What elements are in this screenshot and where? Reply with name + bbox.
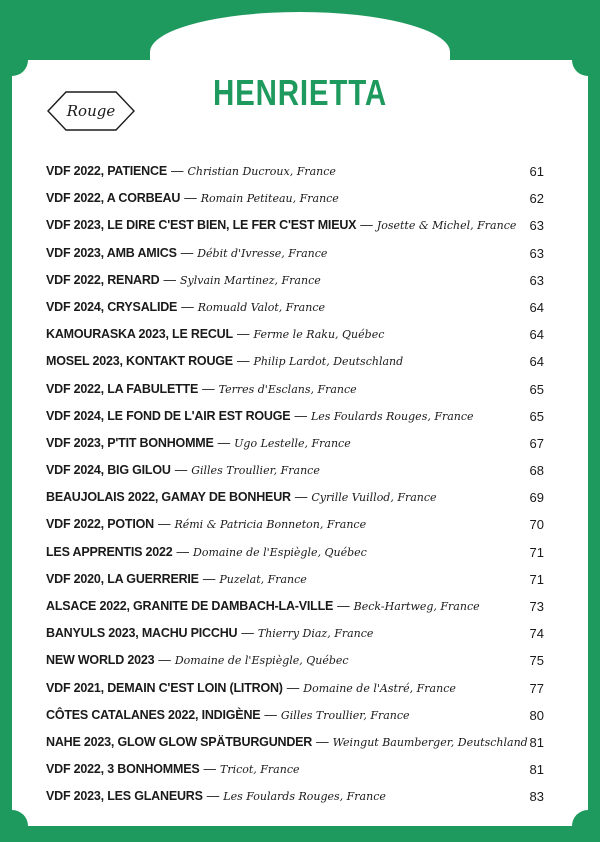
wine-row xyxy=(46,185,544,212)
wine-row xyxy=(46,212,544,239)
separator-dash: — xyxy=(163,272,176,287)
wine-name: VDF 2021, DEMAIN C'EST LOIN (LITRON) xyxy=(46,680,283,695)
wine-name: KAMOURASKA 2023, LE RECUL xyxy=(46,327,233,342)
separator-dash: — xyxy=(181,299,194,314)
separator-dash: — xyxy=(264,707,277,722)
wine-row xyxy=(46,158,544,185)
wine-name: CÔTES CATALANES 2022, INDIGÈNE xyxy=(46,707,261,722)
producer-name: Ferme le Raku, Québec xyxy=(253,328,385,342)
wine-name: VDF 2022, POTION xyxy=(46,517,154,532)
wine-row xyxy=(46,457,544,484)
wine-name: ALSACE 2022, GRANITE DE DAMBACH-LA-VILLE xyxy=(46,599,334,613)
wine-name: BEAUJOLAIS 2022, GAMAY DE BONHEUR xyxy=(46,490,291,505)
wine-price: 71 xyxy=(529,544,544,560)
corner-notch xyxy=(0,810,28,842)
separator-dash: — xyxy=(286,680,300,695)
separator-dash: — xyxy=(206,789,220,804)
wine-row xyxy=(46,511,544,538)
corner-notch xyxy=(572,810,600,842)
wine-name: MOSEL 2023, KONTAKT ROUGE xyxy=(46,354,233,369)
producer-name: Sylvain Martinez, France xyxy=(180,273,321,287)
wine-name: NEW WORLD 2023 xyxy=(46,653,155,668)
wine-price: 63 xyxy=(529,272,544,288)
wine-row xyxy=(46,539,544,566)
producer-name: Domaine de l'Espiègle, Québec xyxy=(193,545,367,559)
section-badge xyxy=(46,90,136,132)
wine-row xyxy=(46,267,544,294)
wine-name: VDF 2022, 3 BONHOMMES xyxy=(46,762,200,777)
separator-dash: — xyxy=(241,626,254,641)
wine-price: 73 xyxy=(529,599,544,614)
wine-row xyxy=(46,702,544,729)
wine-row xyxy=(46,729,544,756)
wine-row xyxy=(46,430,544,457)
wine-row xyxy=(46,403,544,430)
wine-name: VDF 2023, LES GLANEURS xyxy=(46,789,203,804)
producer-name: Gilles Troullier, France xyxy=(191,464,320,478)
wine-price: 71 xyxy=(529,571,544,587)
wine-price: 64 xyxy=(529,299,544,315)
wine-price: 65 xyxy=(529,408,544,424)
wine-row xyxy=(46,620,544,647)
wine-row xyxy=(46,484,544,511)
wine-name: VDF 2024, BIG GILOU xyxy=(46,463,171,478)
producer-name: Beck-Hartweg, France xyxy=(353,600,480,613)
separator-dash: — xyxy=(236,327,250,342)
separator-dash: — xyxy=(203,762,216,777)
separator-dash: — xyxy=(158,653,171,668)
wine-name: VDF 2023, LE DIRE C'EST BIEN, LE FER C'EST MIEUX xyxy=(46,218,357,233)
wine-price: 80 xyxy=(529,707,544,723)
wine-name: VDF 2020, LA GUERRERIE xyxy=(46,571,199,586)
wine-price: 67 xyxy=(529,435,544,451)
producer-name: Terres d'Esclans, France xyxy=(218,382,357,396)
producer-name: Ugo Lestelle, France xyxy=(234,436,351,450)
producer-name: Les Foulards Rouges, France xyxy=(310,409,474,423)
wine-row xyxy=(46,647,544,674)
separator-dash: — xyxy=(294,490,308,505)
wine-row xyxy=(46,376,544,403)
wine-name: VDF 2023, AMB AMICS xyxy=(46,245,177,260)
separator-dash: — xyxy=(236,354,250,369)
separator-dash: — xyxy=(316,734,329,749)
wine-list xyxy=(46,158,544,811)
wine-row xyxy=(46,783,544,810)
producer-name: Cyrille Vuillod, France xyxy=(311,491,437,505)
producer-name: Domaine de l'Astré, France xyxy=(303,681,456,695)
producer-name: Romain Petiteau, France xyxy=(200,192,339,206)
separator-dash: — xyxy=(360,218,373,233)
wine-price: 69 xyxy=(529,490,544,506)
wine-price: 81 xyxy=(529,762,544,778)
wine-price: 81 xyxy=(529,734,544,750)
wine-price: 68 xyxy=(529,463,544,479)
wine-name: BANYULS 2023, MACHU PICCHU xyxy=(46,626,238,641)
wine-row xyxy=(46,566,544,593)
separator-dash: — xyxy=(157,517,171,532)
wine-price: 63 xyxy=(529,245,544,261)
corner-notch xyxy=(0,44,28,76)
restaurant-title: HENRIETTA xyxy=(212,72,388,113)
separator-dash: — xyxy=(174,463,188,478)
producer-name: Domaine de l'Espiègle, Québec xyxy=(174,654,349,668)
wine-name: VDF 2022, PATIENCE xyxy=(46,164,167,178)
separator-dash: — xyxy=(202,571,216,586)
wine-price: 70 xyxy=(529,517,544,533)
separator-dash: — xyxy=(294,408,307,423)
separator-dash: — xyxy=(170,164,184,178)
wine-name: VDF 2024, CRYSALIDE xyxy=(46,299,178,314)
wine-row xyxy=(46,675,544,702)
separator-dash: — xyxy=(184,191,197,206)
wine-row xyxy=(46,294,544,321)
wine-price: 74 xyxy=(529,626,544,642)
producer-name: Débit d'Ivresse, France xyxy=(197,246,328,260)
producer-name: Puzelat, France xyxy=(219,572,307,586)
producer-name: Gilles Troullier, France xyxy=(280,708,410,722)
wine-row xyxy=(46,756,544,783)
producer-name: Romuald Valot, France xyxy=(197,300,325,314)
wine-price: 62 xyxy=(529,191,544,207)
producer-name: Christian Ducroux, France xyxy=(187,165,336,178)
producer-name: Philip Lardot, Deutschland xyxy=(253,355,404,369)
wine-row xyxy=(46,348,544,375)
wine-row xyxy=(46,321,544,348)
wine-name: VDF 2022, RENARD xyxy=(46,272,160,287)
producer-name: Tricot, France xyxy=(219,763,300,777)
separator-dash: — xyxy=(217,435,231,450)
separator-dash: — xyxy=(176,544,190,559)
wine-name: VDF 2023, P'TIT BONHOMME xyxy=(46,435,214,450)
separator-dash: — xyxy=(337,599,350,613)
wine-price: 77 xyxy=(529,680,544,696)
wine-name: NAHE 2023, GLOW GLOW SPÄTBURGUNDER xyxy=(46,734,313,749)
wine-row xyxy=(46,593,544,620)
wine-row xyxy=(46,240,544,267)
wine-name: VDF 2024, LE FOND DE L'AIR EST ROUGE xyxy=(46,408,291,423)
wine-price: 63 xyxy=(529,218,544,234)
producer-name: Josette & Michel, France xyxy=(376,219,517,233)
producer-name: Les Foulards Rouges, France xyxy=(223,790,386,804)
wine-price: 64 xyxy=(529,327,544,343)
separator-dash: — xyxy=(180,245,194,260)
wine-price: 83 xyxy=(529,789,544,805)
wine-name: LES APPRENTIS 2022 xyxy=(46,544,173,559)
producer-name: Rémi & Patricia Bonneton, France xyxy=(174,518,367,532)
producer-name: Thierry Diaz, France xyxy=(257,627,374,641)
wine-price: 75 xyxy=(529,653,544,669)
wine-price: 65 xyxy=(529,381,544,397)
wine-price: 64 xyxy=(529,354,544,370)
producer-name: Weingut Baumberger, Deutschland xyxy=(332,735,528,749)
corner-notch xyxy=(572,44,600,76)
wine-price: 61 xyxy=(529,164,544,179)
wine-name: VDF 2022, LA FABULETTE xyxy=(46,381,199,396)
separator-dash: — xyxy=(202,381,215,396)
section-label: Rouge xyxy=(66,102,116,120)
wine-name: VDF 2022, A CORBEAU xyxy=(46,191,181,206)
